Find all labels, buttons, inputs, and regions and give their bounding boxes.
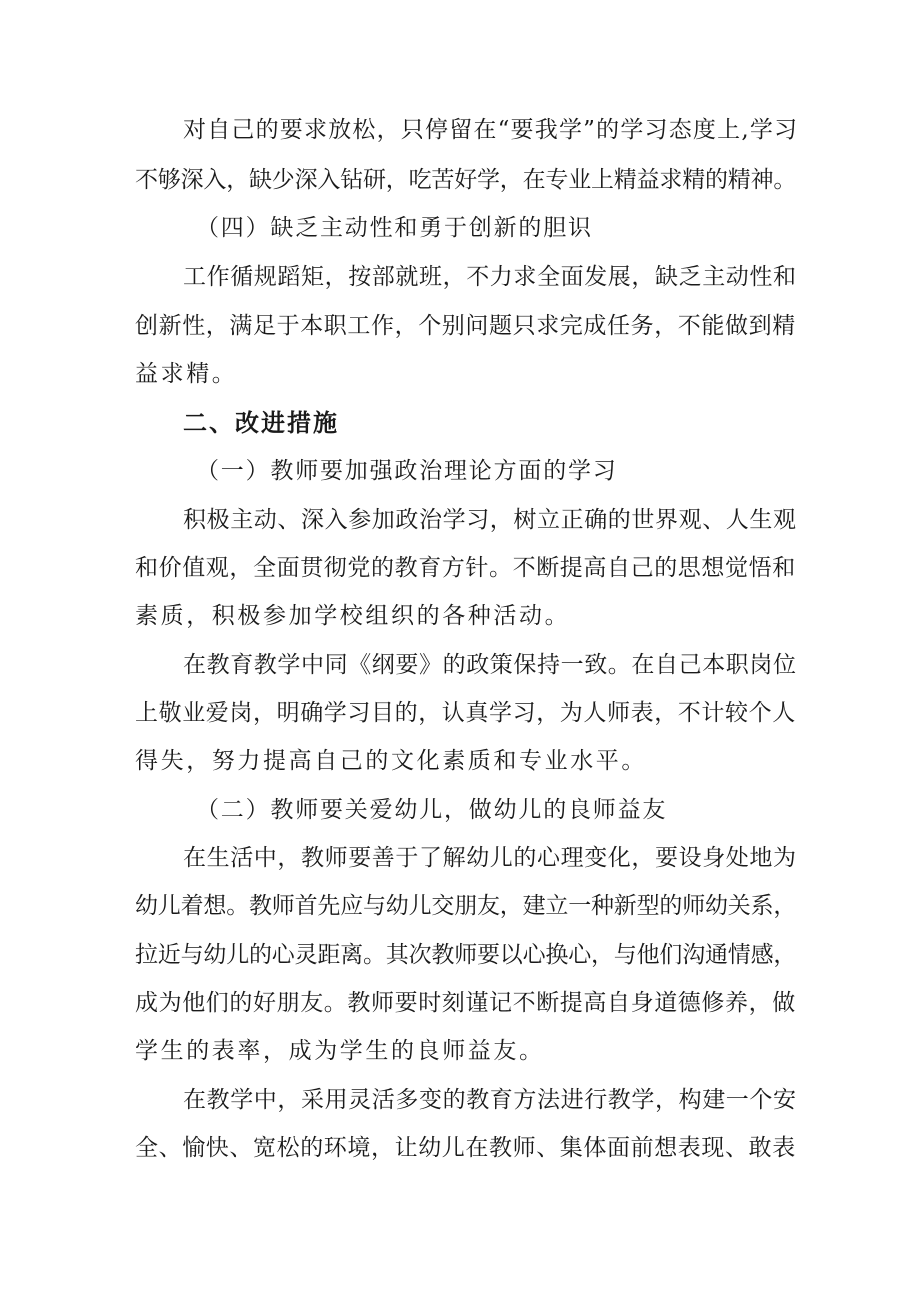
paragraph-line: 积极主动、深入参加政治学习，树立正确的世界观、人生观 xyxy=(183,507,797,533)
paragraph-line: 和价值观，全面贯彻党的教育方针。不断提高自己的思想觉悟和 xyxy=(135,555,796,581)
subheading-4: （四）缺乏主动性和勇于创新的胆识 xyxy=(196,215,593,241)
paragraph-line: 不够深入，缺少深入钻研，吃苦好学，在专业上精益求精的精神。 xyxy=(135,167,797,193)
paragraph-line: 工作循规蹈矩，按部就班，不力求全面发展，缺乏主动性和 xyxy=(183,264,797,290)
paragraph-line: 对自己的要求放松，只停留在“要我学”的学习态度上,学习 xyxy=(183,117,799,143)
paragraph-line: 素质，积极参加学校组织的各种活动。 xyxy=(135,603,571,629)
paragraph-line: 在教育教学中同《纲要》的政策保持一致。在自己本职岗位 xyxy=(183,652,797,678)
subheading-1: （一）教师要加强政治理论方面的学习 xyxy=(196,458,618,484)
paragraph-line: 得失，努力提高自己的文化素质和专业水平。 xyxy=(135,748,647,774)
subheading-2: （二）教师要关爱幼儿，做幼儿的良师益友 xyxy=(196,797,668,823)
paragraph-line: 上敬业爱岗，明确学习目的，认真学习，为人师表，不计较个人 xyxy=(135,700,796,726)
paragraph-line: 在教学中，采用灵活多变的教育方法进行教学，构建一个安 xyxy=(183,1087,797,1113)
paragraph-line: 成为他们的好朋友。教师要时刻谨记不断提高自身道德修养，做 xyxy=(135,990,796,1016)
paragraph-line: 拉近与幼儿的心灵距离。其次教师要以心换心，与他们沟通情感， xyxy=(135,942,797,968)
paragraph-line: 益求精。 xyxy=(135,361,238,387)
section-heading-2: 二、改进措施 xyxy=(183,409,339,437)
paragraph-line: 幼儿着想。教师首先应与幼儿交朋友，建立一种新型的师幼关系， xyxy=(135,893,797,919)
paragraph-line: 学生的表率，成为学生的良师益友。 xyxy=(135,1038,545,1064)
paragraph-line: 全、愉快、宽松的环境，让幼儿在教师、集体面前想表现、敢表 xyxy=(135,1135,796,1161)
paragraph-line: 创新性，满足于本职工作，个别问题只求完成任务，不能做到精 xyxy=(135,313,796,339)
paragraph-line: 在生活中，教师要善于了解幼儿的心理变化，要设身处地为 xyxy=(183,845,797,871)
